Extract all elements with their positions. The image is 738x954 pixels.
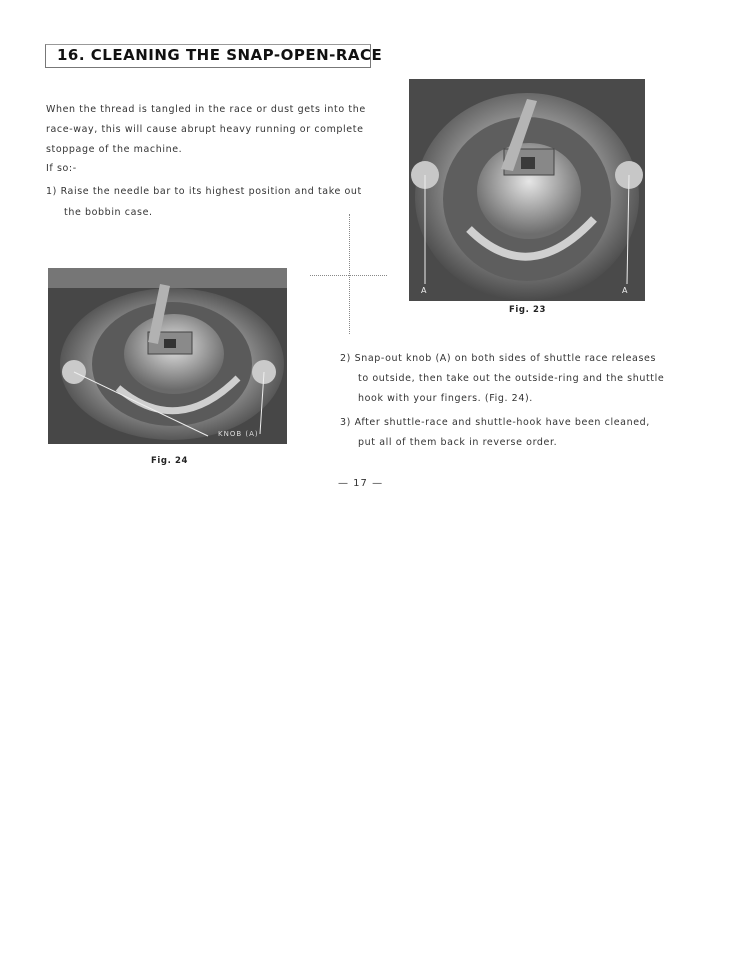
intro-line-2: race-way, this will cause abrupt heavy running or complete [46,124,364,135]
figure-24-photo [48,268,287,444]
snap-out-knob-image [48,268,287,444]
label-a-right: A [622,286,628,295]
divider-vertical [349,214,350,334]
shuttle-race-image [409,79,645,301]
step-2-line-3: hook with your fingers. (Fig. 24). [358,393,533,404]
figure-24-caption: Fig. 24 [151,456,189,466]
step-2-line-2: to outside, then take out the outside-ring and the shuttle [358,373,665,384]
intro-line-3: stoppage of the machine. [46,144,183,155]
divider-horizontal [310,275,387,276]
step-3-line-2: put all of them back in reverse order. [358,437,558,448]
page-number: — 17 — [338,478,384,489]
intro-line-4: If so:- [46,163,77,174]
figure-23-caption: Fig. 23 [509,305,547,315]
step-1-line-1: 1) Raise the needle bar to its highest position and take out [46,186,362,197]
section-heading: 16. CLEANING THE SNAP-OPEN-RACE [57,46,383,64]
label-a-left: A [421,286,427,295]
label-knob-a: KNOB (A) [218,430,259,438]
step-1-line-2: the bobbin case. [64,207,153,218]
step-3-line-1: 3) After shuttle-race and shuttle-hook have been cleaned, [340,417,650,428]
figure-23-photo [409,79,645,301]
intro-line-1: When the thread is tangled in the race or dust gets into the [46,104,366,115]
step-2-line-1: 2) Snap-out knob (A) on both sides of shuttle race releases [340,353,656,364]
